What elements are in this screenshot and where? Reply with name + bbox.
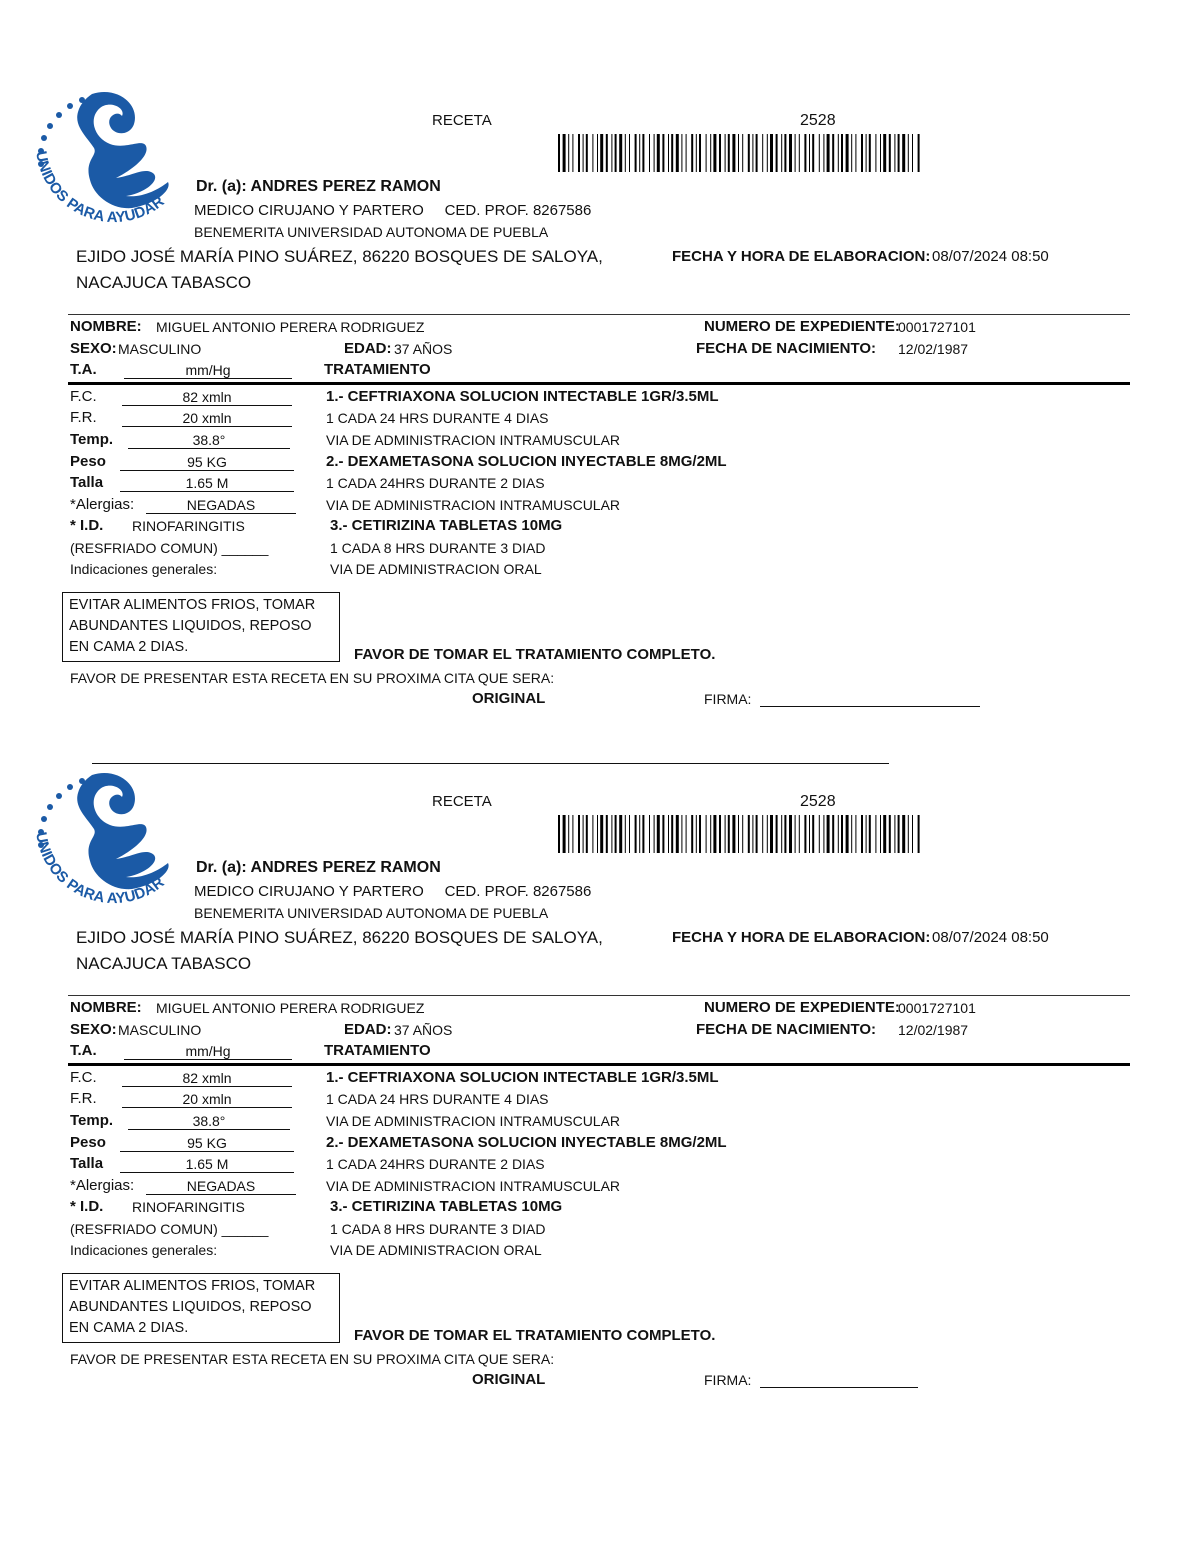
firma-label: FIRMA: [704,691,752,707]
nombre-label: NOMBRE: [70,999,142,1016]
treatment-line: 1 CADA 24 HRS DURANTE 4 DIAS [326,1091,549,1107]
sexo-value: MASCULINO [118,1022,202,1038]
talla-value: 1.65 M [120,1156,294,1173]
treatment-line: 3.- CETIRIZINA TABLETAS 10MG [330,517,563,534]
temp-label: Temp. [70,1112,114,1129]
receta-label: RECETA [432,793,492,810]
temp-value: 38.8° [128,1113,290,1130]
firma-label: FIRMA: [704,1372,752,1388]
treatment-line: VIA DE ADMINISTRACION ORAL [330,1242,542,1258]
barcode [558,815,922,853]
expediente-value: 0001727101 [898,319,976,335]
barcode [558,134,922,172]
favor-tratamiento: FAVOR DE TOMAR EL TRATAMIENTO COMPLETO. [354,646,716,663]
indicaciones-box: EVITAR ALIMENTOS FRIOS, TOMAR ABUNDANTES LIQUIDOS, REPOSO EN CAMA 2 DIAS. [62,1273,340,1343]
star-icon [67,784,73,790]
favor-cita: FAVOR DE PRESENTAR ESTA RECETA EN SU PROXIMA CITA QUE SERA: [70,1351,555,1367]
edad-value: 37 AÑOS [394,1022,453,1038]
divider-thick [68,1063,1130,1066]
star-icon [67,103,73,109]
treatment-line: VIA DE ADMINISTRACION INTRAMUSCULAR [326,1113,621,1129]
ta-value: mm/Hg [124,362,292,379]
fc-label: F.C. [70,1069,97,1086]
folio-number: 2528 [800,112,836,129]
star-icon [47,804,53,810]
treatment-line: 1.- CEFTRIAXONA SOLUCION INTECTABLE 1GR/3.5ML [326,388,719,405]
fr-value: 20 xmln [122,1091,292,1108]
id-value2: (RESFRIADO COMUN) ______ [70,540,269,556]
expediente-value: 0001727101 [898,1000,976,1016]
ta-value: mm/Hg [124,1043,292,1060]
university-name: BENEMERITA UNIVERSIDAD AUTONOMA DE PUEBLA [194,905,549,921]
id-value2: (RESFRIADO COMUN) ______ [70,1221,269,1237]
peso-label: Peso [70,1134,106,1151]
id-label: * I.D. [70,1198,104,1215]
treatment-line: 1.- CEFTRIAXONA SOLUCION INTECTABLE 1GR/3.5ML [326,1069,719,1086]
treatment-line: VIA DE ADMINISTRACION INTRAMUSCULAR [326,1178,621,1194]
alergias-value: NEGADAS [146,1178,296,1195]
doctor-name: Dr. (a): ANDRES PEREZ RAMON [196,178,441,195]
treatment-line: 1 CADA 24HRS DURANTE 2 DIAS [326,475,545,491]
address-line1: EJIDO JOSÉ MARÍA PINO SUÁREZ, 86220 BOSQUES DE SALOYA, [76,928,603,947]
treatment-line: 1 CADA 8 HRS DURANTE 3 DIAD [330,540,546,556]
figure-icon [77,92,168,208]
receta-original [0,0,1200,707]
logo [22,86,192,236]
address-line2: NACAJUCA TABASCO [76,954,252,973]
figure-icon [77,773,168,889]
fecha-value: 08/07/2024 08:50 [932,248,1049,265]
favor-tratamiento: FAVOR DE TOMAR EL TRATAMIENTO COMPLETO. [354,1327,716,1344]
peso-value: 95 KG [120,454,294,471]
nombre-value: MIGUEL ANTONIO PERERA RODRIGUEZ [156,319,425,335]
nacimiento-label: FECHA DE NACIMIENTO: [696,340,876,357]
treatment-line: VIA DE ADMINISTRACION ORAL [330,561,542,577]
star-icon [41,816,47,822]
divider [68,995,1130,996]
sexo-label: SEXO: [70,340,117,357]
nombre-label: NOMBRE: [70,318,142,335]
divider [68,314,1130,315]
alergias-label: *Alergias: [70,496,135,513]
original-label: ORIGINAL [472,1371,546,1388]
svg-text:UNIDOS PARA AYUDAR: UNIDOS PARA AYUDAR [32,149,168,227]
firma-line [760,1387,918,1388]
sexo-label: SEXO: [70,1021,117,1038]
doctor-name: Dr. (a): ANDRES PEREZ RAMON [196,859,441,876]
star-icon [56,112,62,118]
talla-value: 1.65 M [120,475,294,492]
nacimiento-value: 12/02/1987 [898,1022,969,1038]
receta-label: RECETA [432,112,492,129]
indicaciones-box: EVITAR ALIMENTOS FRIOS, TOMAR ABUNDANTES LIQUIDOS, REPOSO EN CAMA 2 DIAS. [62,592,340,662]
treatment-line: VIA DE ADMINISTRACION INTRAMUSCULAR [326,432,621,448]
doctor-specialty: MEDICO CIRUJANO Y PARTERO CED. PROF. 8267586 [194,202,592,219]
divider-thick [68,382,1130,385]
nombre-value: MIGUEL ANTONIO PERERA RODRIGUEZ [156,1000,425,1016]
treatment-line: 1 CADA 24 HRS DURANTE 4 DIAS [326,410,549,426]
edad-label: EDAD: [344,340,392,357]
temp-value: 38.8° [128,432,290,449]
id-value: RINOFARINGITIS [132,518,245,534]
edad-label: EDAD: [344,1021,392,1038]
fr-value: 20 xmln [122,410,292,427]
fc-value: 82 xmln [122,1070,292,1087]
expediente-label: NUMERO DE EXPEDIENTE: [704,318,900,335]
sexo-value: MASCULINO [118,341,202,357]
nacimiento-label: FECHA DE NACIMIENTO: [696,1021,876,1038]
fecha-label: FECHA Y HORA DE ELABORACION: [672,248,931,265]
folio-number: 2528 [800,793,836,810]
alergias-label: *Alergias: [70,1177,135,1194]
talla-label: Talla [70,474,104,491]
fecha-value: 08/07/2024 08:50 [932,929,1049,946]
edad-value: 37 AÑOS [394,341,453,357]
treatment-line: 2.- DEXAMETASONA SOLUCION INYECTABLE 8MG/2ML [326,1134,727,1151]
ta-label: T.A. [70,1042,97,1059]
treatment-line: 2.- DEXAMETASONA SOLUCION INYECTABLE 8MG/2ML [326,453,727,470]
tratamiento-title: TRATAMIENTO [324,1042,431,1059]
id-value: RINOFARINGITIS [132,1199,245,1215]
treatment-line: 1 CADA 8 HRS DURANTE 3 DIAD [330,1221,546,1237]
treatment-line: 3.- CETIRIZINA TABLETAS 10MG [330,1198,563,1215]
doctor-specialty: MEDICO CIRUJANO Y PARTERO CED. PROF. 8267586 [194,883,592,900]
fecha-label: FECHA Y HORA DE ELABORACION: [672,929,931,946]
fr-label: F.R. [70,1090,97,1107]
star-icon [56,793,62,799]
fc-value: 82 xmln [122,389,292,406]
tratamiento-title: TRATAMIENTO [324,361,431,378]
fc-label: F.C. [70,388,97,405]
temp-label: Temp. [70,431,114,448]
original-label: ORIGINAL [472,690,546,707]
alergias-value: NEGADAS [146,497,296,514]
address-line2: NACAJUCA TABASCO [76,273,252,292]
star-icon [41,135,47,141]
treatment-line: 1 CADA 24HRS DURANTE 2 DIAS [326,1156,545,1172]
nacimiento-value: 12/02/1987 [898,341,969,357]
peso-value: 95 KG [120,1135,294,1152]
fr-label: F.R. [70,409,97,426]
address-line1: EJIDO JOSÉ MARÍA PINO SUÁREZ, 86220 BOSQUES DE SALOYA, [76,247,603,266]
receta-copia [0,681,1200,1388]
treatment-line: VIA DE ADMINISTRACION INTRAMUSCULAR [326,497,621,513]
favor-cita: FAVOR DE PRESENTAR ESTA RECETA EN SU PROXIMA CITA QUE SERA: [70,670,555,686]
indicaciones-label: Indicaciones generales: [70,561,218,577]
expediente-label: NUMERO DE EXPEDIENTE: [704,999,900,1016]
ta-label: T.A. [70,361,97,378]
logo [22,767,192,917]
talla-label: Talla [70,1155,104,1172]
peso-label: Peso [70,453,106,470]
svg-text:UNIDOS PARA AYUDAR: UNIDOS PARA AYUDAR [32,830,168,908]
id-label: * I.D. [70,517,104,534]
university-name: BENEMERITA UNIVERSIDAD AUTONOMA DE PUEBLA [194,224,549,240]
indicaciones-label: Indicaciones generales: [70,1242,218,1258]
star-icon [47,123,53,129]
